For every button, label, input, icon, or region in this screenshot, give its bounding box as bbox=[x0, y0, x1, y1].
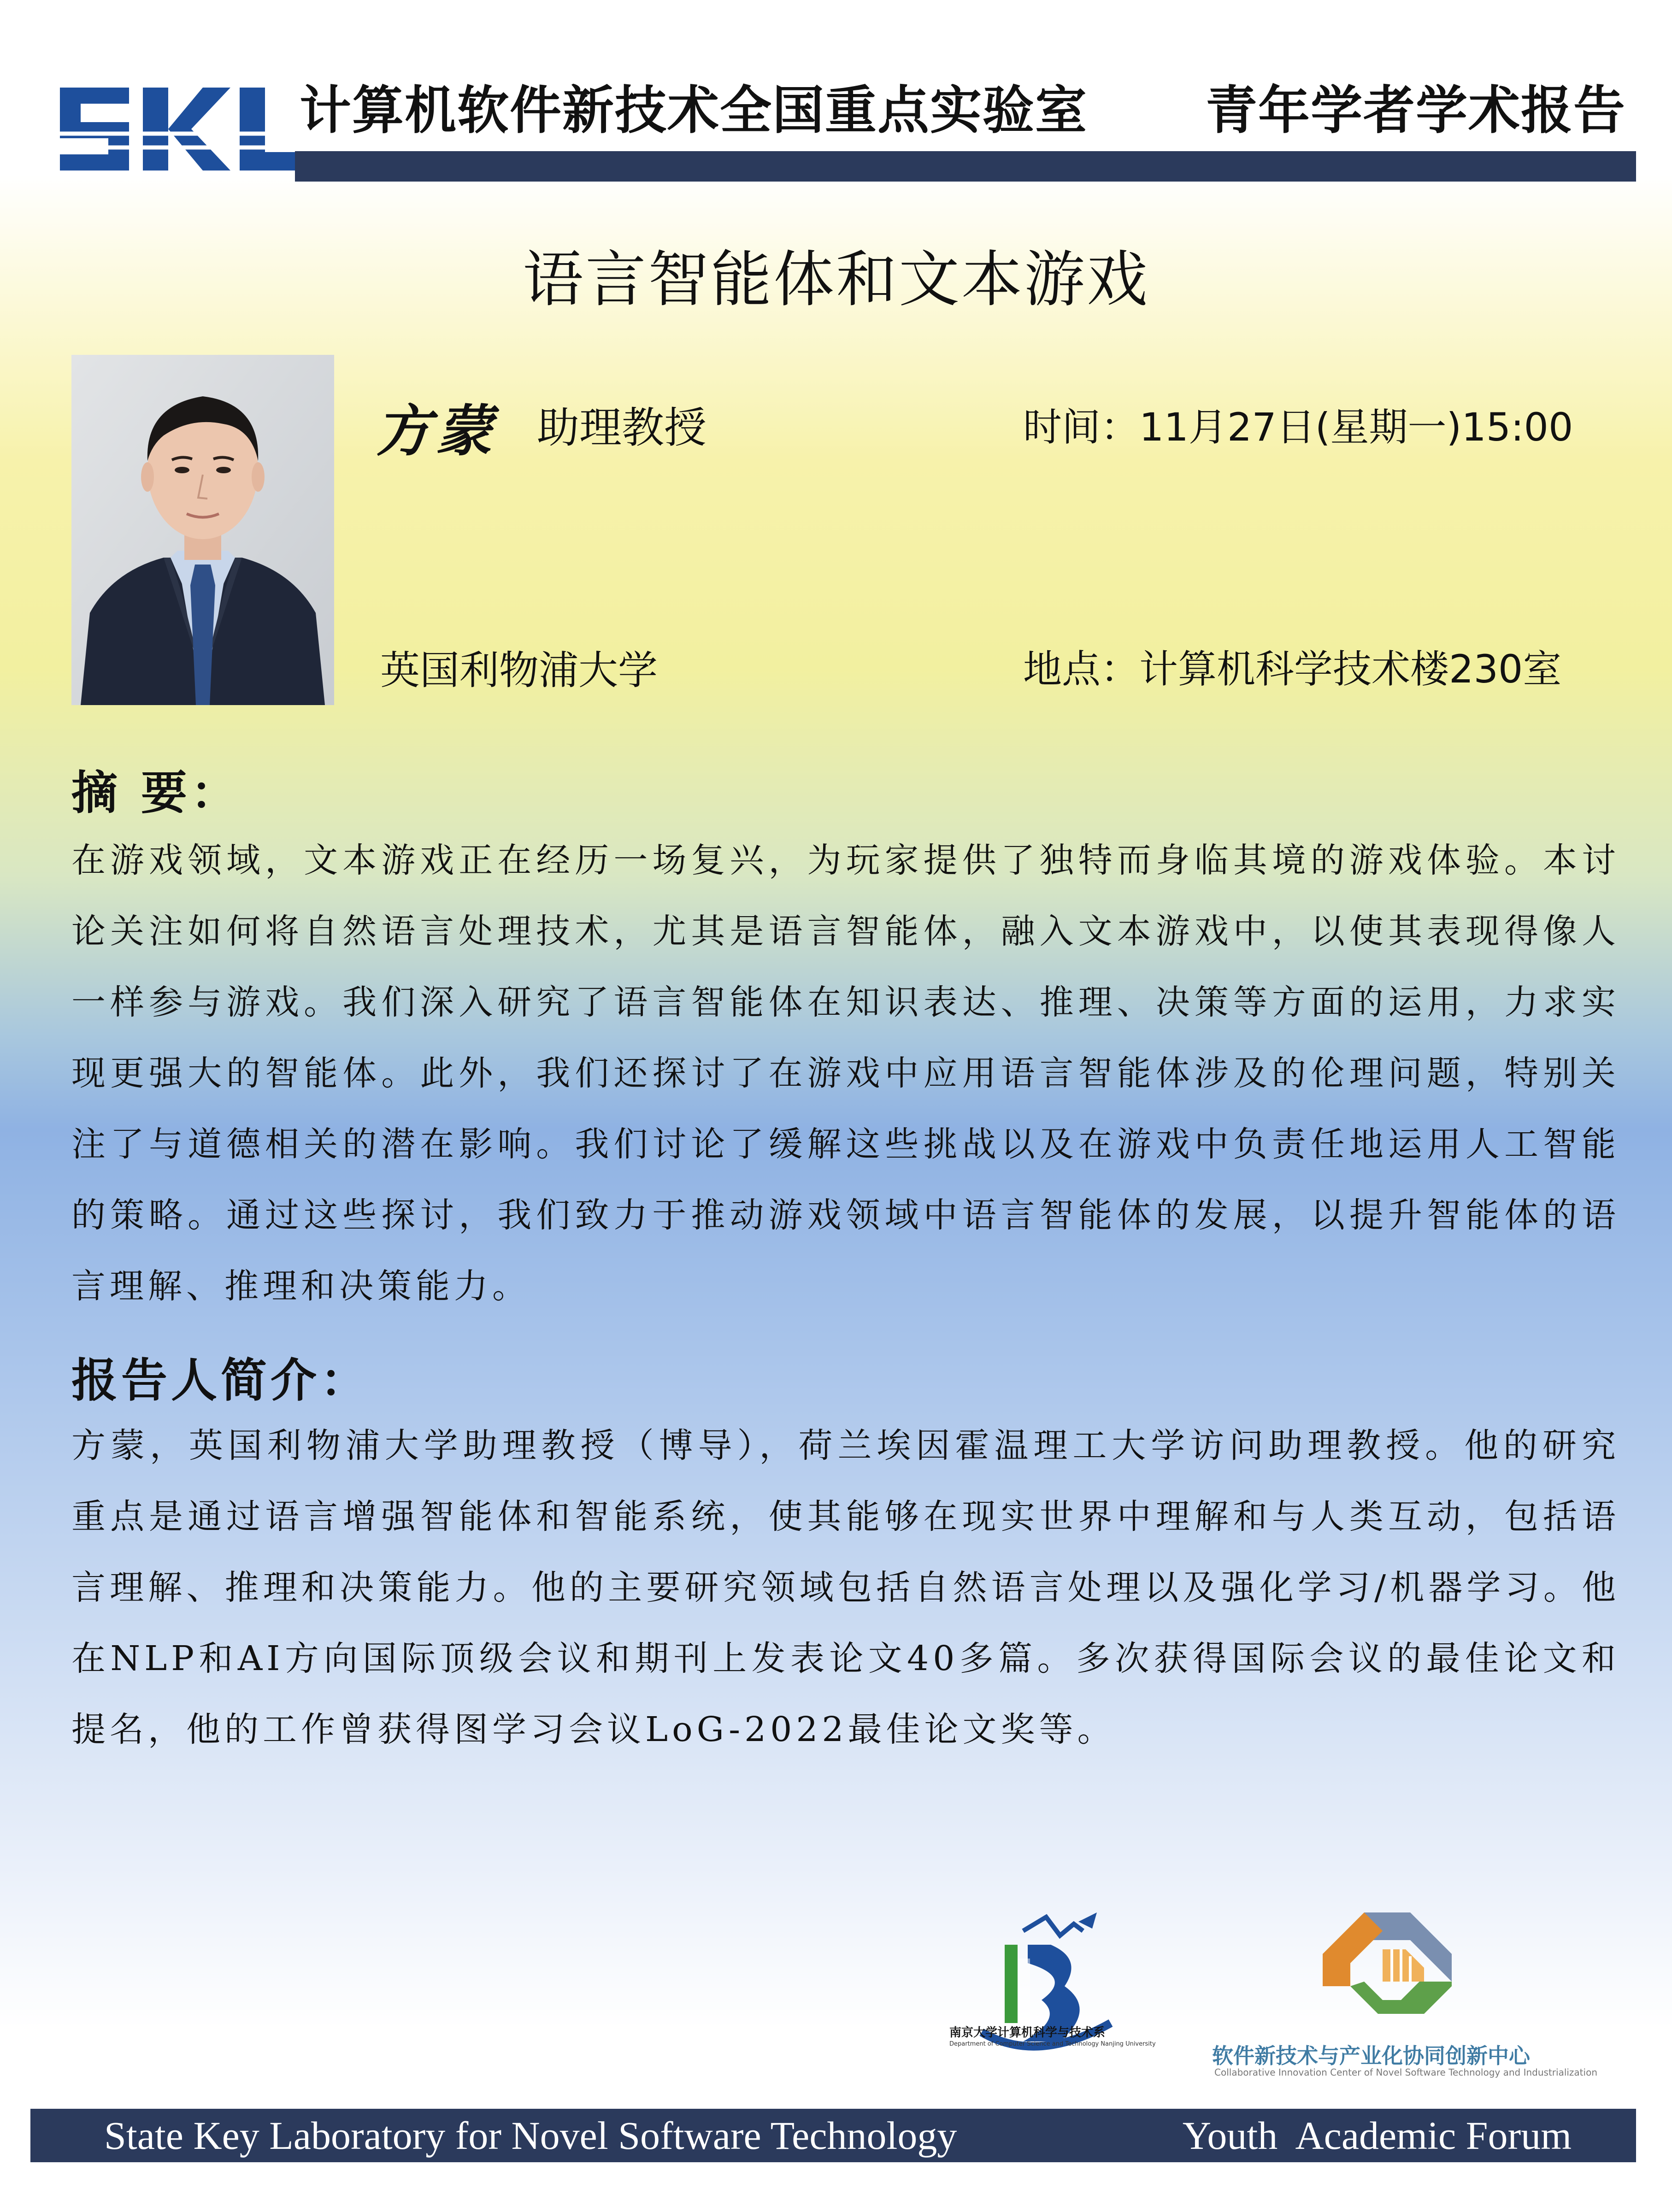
speaker-affiliation: 英国利物浦大学 bbox=[380, 647, 658, 694]
nju-cs-logo-en: Department of Computer Science and Technology Nanjing University bbox=[949, 2041, 1156, 2047]
abstract-heading: 摘 要： bbox=[71, 766, 241, 820]
abstract-text: 在游戏领域，文本游戏正在经历一场复兴，为玩家提供了独特而身临其境的游戏体验。本讨论关注如何将自然语言处理技术，尤其是语言智能体，融入文本游戏中，以使其表现得像人一样参与游戏。我们深入研究了语言智能体在知识表达、推理、决策等方面的运用，力求实现更强大的智能体。此外，我们还探讨了在游戏中应用语言智能体涉及的伦理问题，特别关注了与道德相关的潜在影响。我们讨论了缓解这些挑战以及在游戏中负责任地运用人工智能的策略。通过这些探讨，我们致力于推动游戏领域中语言智能体的发展，以提升智能体的语言理解、推理和决策能力。 bbox=[71, 841, 1620, 1306]
speaker-role: 助理教授 bbox=[537, 403, 707, 453]
event-time: 时间：11月27日(星期一)15:00 bbox=[1023, 405, 1573, 450]
bio-text: 方蒙，英国利物浦大学助理教授（博导），荷兰埃因霍温理工大学访问助理教授。他的研究重点是通过语言增强智能体和智能系统，使其能够在现实世界中理解和与人类互动，包括语言理解、推理和决策能力。他的主要研究领域包括自然语言处理以及强化学习/机器学习。他在NLP和AI方向国际顶级会议和期刊上发表论文40多篇。多次获得国际会议的最佳论文和提名，他的工作曾获得图学习会议LoG-2022最佳论文奖等。 bbox=[71, 1426, 1620, 1749]
nju-cs-logo-cn: 南京大学计算机科学与技术系 bbox=[949, 2026, 1106, 2040]
header-divider bbox=[295, 151, 1636, 182]
skl-logo bbox=[51, 78, 300, 184]
lab-title: 计算机软件新技术全国重点实验室 bbox=[300, 81, 1088, 141]
innovation-center-logo-cn: 软件新技术与产业化协同创新中心 bbox=[1212, 2043, 1530, 2068]
innovation-center-logo-icon bbox=[1313, 1903, 1461, 2032]
footer-lab-name: State Key Laboratory for Novel Software Technology bbox=[104, 2113, 957, 2158]
talk-title: 语言智能体和文本游戏 bbox=[523, 244, 1149, 315]
footer-forum-name: Youth Academic Forum bbox=[1182, 2113, 1572, 2158]
event-place: 地点：计算机科学技术楼230室 bbox=[1023, 647, 1562, 692]
innovation-center-logo-en: Collaborative Innovation Center of Novel Software Technology and Industrialization bbox=[1214, 2067, 1597, 2078]
speaker-name: 方蒙 bbox=[376, 399, 497, 464]
forum-title: 青年学者学术报告 bbox=[1206, 81, 1626, 141]
footer-bar bbox=[30, 2109, 1636, 2162]
bio-heading: 报告人简介： bbox=[71, 1353, 370, 1407]
speaker-photo bbox=[71, 355, 334, 705]
